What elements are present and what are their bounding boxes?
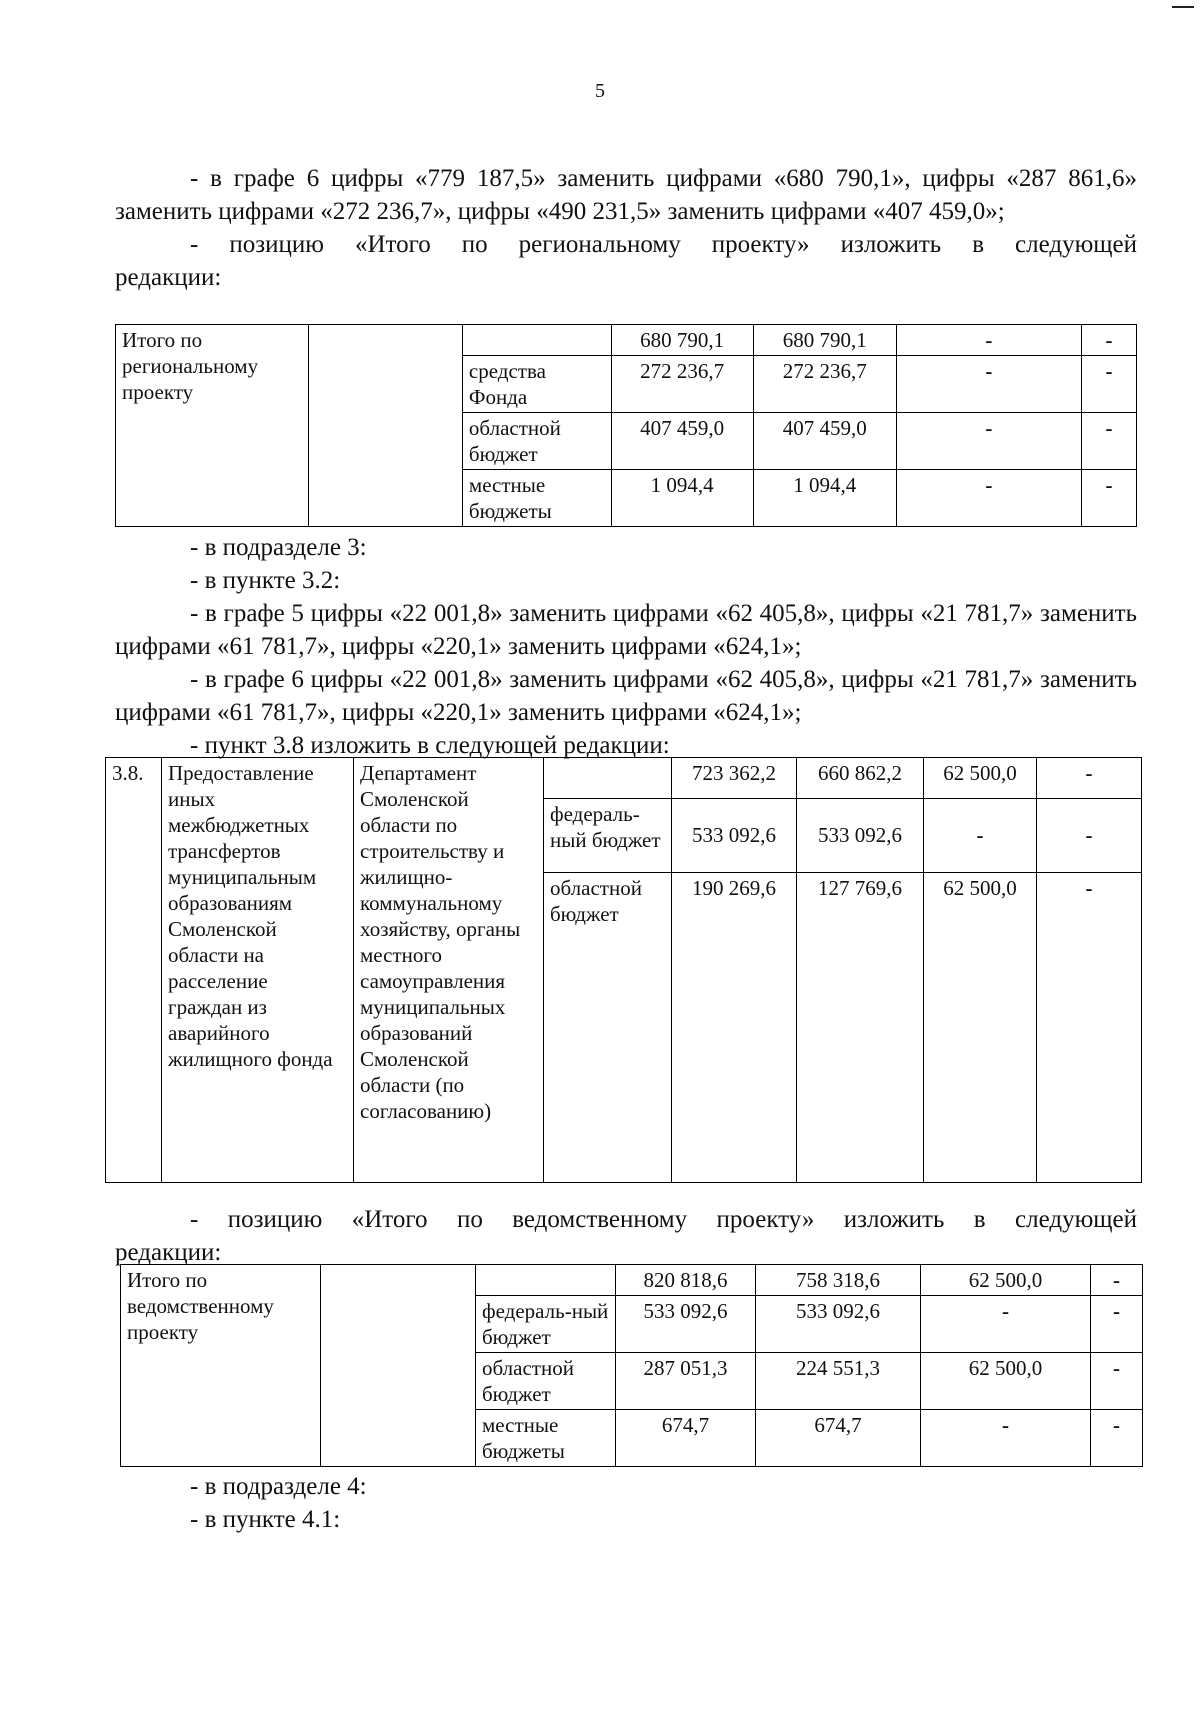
paragraph-column6-replace: - в графе 6 цифры «779 187,5» заменить цифрами «680 790,1», цифры «287 861,6» заменить цифрами «272 236,7», цифры «490 231,5» заменить цифрами «407 459,0»; (115, 165, 1137, 225)
value-cell: 272 236,7 (611, 356, 753, 413)
value-cell: 1 094,4 (611, 470, 753, 527)
total-label-cell: Итого по региональному проекту (116, 325, 309, 527)
source-cell (544, 758, 672, 799)
value-cell: - (1081, 356, 1136, 413)
source-cell: областной бюджет (544, 873, 672, 1183)
source-cell: областной бюджет (476, 1353, 616, 1410)
paragraph-item41: - в пункте 4.1: (190, 1506, 341, 1533)
value-cell: - (1081, 413, 1136, 470)
value-cell: 680 790,1 (753, 325, 896, 356)
paragraph-item32: - в пункте 3.2: (190, 567, 341, 594)
value-cell: 224 551,3 (756, 1353, 921, 1410)
value-cell: 62 500,0 (921, 1353, 1091, 1410)
value-cell: 533 092,6 (797, 798, 924, 873)
item-number-cell: 3.8. (106, 758, 162, 1183)
paragraph-column6-replace-2: - в графе 6 цифры «22 001,8» заменить цифрами «62 405,8», цифры «21 781,7» заменить цифрами «61 781,7», цифры «220,1» заменить цифрами «624,1»; (115, 666, 1137, 726)
value-cell: - (1091, 1296, 1143, 1353)
value-cell: - (1091, 1410, 1143, 1467)
departmental-total-table (120, 1264, 1143, 1467)
value-cell: 680 790,1 (611, 325, 753, 356)
value-cell: 533 092,6 (756, 1296, 921, 1353)
value-cell: 62 500,0 (924, 873, 1037, 1183)
value-cell: - (1091, 1353, 1143, 1410)
source-cell (462, 325, 611, 356)
table-row (116, 325, 1137, 356)
value-cell: 287 051,3 (616, 1353, 756, 1410)
paragraph-regional-total-intro-cont: редакции: (115, 264, 222, 291)
text-block-lower (115, 1203, 1137, 1269)
source-cell: местные бюджеты (462, 470, 611, 527)
value-cell: 190 269,6 (672, 873, 797, 1183)
paragraph-subsection3: - в подразделе 3: (190, 534, 367, 561)
value-cell: - (1081, 325, 1136, 356)
text-block-top (115, 162, 1137, 294)
value-cell: - (1037, 758, 1142, 799)
value-cell: 674,7 (616, 1410, 756, 1467)
text-block-middle (115, 531, 1137, 762)
value-cell: - (1037, 798, 1142, 873)
value-cell: - (1081, 470, 1136, 527)
value-cell: 723 362,2 (672, 758, 797, 799)
regional-total-table (115, 324, 1137, 527)
value-cell: 820 818,6 (616, 1265, 756, 1296)
page-number: 5 (595, 80, 605, 102)
value-cell: 660 862,2 (797, 758, 924, 799)
source-cell: федераль-ный бюджет (476, 1296, 616, 1353)
value-cell: 674,7 (756, 1410, 921, 1467)
value-cell: 127 769,6 (797, 873, 924, 1183)
item-38-table (105, 757, 1142, 1183)
value-cell: - (896, 470, 1081, 527)
text-block-bottom (115, 1470, 1137, 1536)
item-name-cell: Предоставление иных межбюджетных трансфертов муниципальным образованиям Смоленской области на расселение граждан из аварийного жилищного фонда (162, 758, 354, 1183)
value-cell: 533 092,6 (616, 1296, 756, 1353)
value-cell: - (896, 356, 1081, 413)
value-cell: 407 459,0 (611, 413, 753, 470)
empty-cell (321, 1265, 476, 1467)
total-label-cell: Итого по ведомственному проекту (121, 1265, 321, 1467)
source-cell: средства Фонда (462, 356, 611, 413)
source-cell: федераль-ный бюджет (544, 798, 672, 873)
empty-cell (308, 325, 462, 527)
value-cell: - (896, 413, 1081, 470)
paragraph-column5-replace: - в графе 5 цифры «22 001,8» заменить цифрами «62 405,8», цифры «21 781,7» заменить цифрами «61 781,7», цифры «220,1» заменить цифрами «624,1»; (115, 600, 1137, 660)
source-cell: местные бюджеты (476, 1410, 616, 1467)
paragraph-regional-total-intro: - позицию «Итого по региональному проекту» изложить в следующей (190, 231, 1137, 258)
paragraph-subsection4: - в подразделе 4: (190, 1473, 367, 1500)
source-cell (476, 1265, 616, 1296)
value-cell: - (1037, 873, 1142, 1183)
table-row (121, 1265, 1143, 1296)
value-cell: 272 236,7 (753, 356, 896, 413)
value-cell: - (1091, 1265, 1143, 1296)
value-cell: 758 318,6 (756, 1265, 921, 1296)
scan-corner-mark (1172, 6, 1194, 8)
paragraph-departmental-total-intro-cont: редакции: (115, 1239, 222, 1266)
value-cell: - (921, 1296, 1091, 1353)
source-cell: областной бюджет (462, 413, 611, 470)
executor-cell: Департамент Смоленской области по строительству и жилищно-коммунальному хозяйству, органы местного самоуправления муниципальных образований Смоленской области (по согласованию) (354, 758, 544, 1183)
value-cell: - (896, 325, 1081, 356)
paragraph-departmental-total-intro: - позицию «Итого по ведомственному проекту» изложить в следующей (190, 1206, 1137, 1233)
paragraph-item38-intro: - пункт 3.8 изложить в следующей редакции: (190, 732, 670, 759)
value-cell: 407 459,0 (753, 413, 896, 470)
value-cell: 62 500,0 (921, 1265, 1091, 1296)
value-cell: - (924, 798, 1037, 873)
value-cell: 1 094,4 (753, 470, 896, 527)
value-cell: - (921, 1410, 1091, 1467)
table-row (106, 758, 1142, 799)
value-cell: 533 092,6 (672, 798, 797, 873)
value-cell: 62 500,0 (924, 758, 1037, 799)
